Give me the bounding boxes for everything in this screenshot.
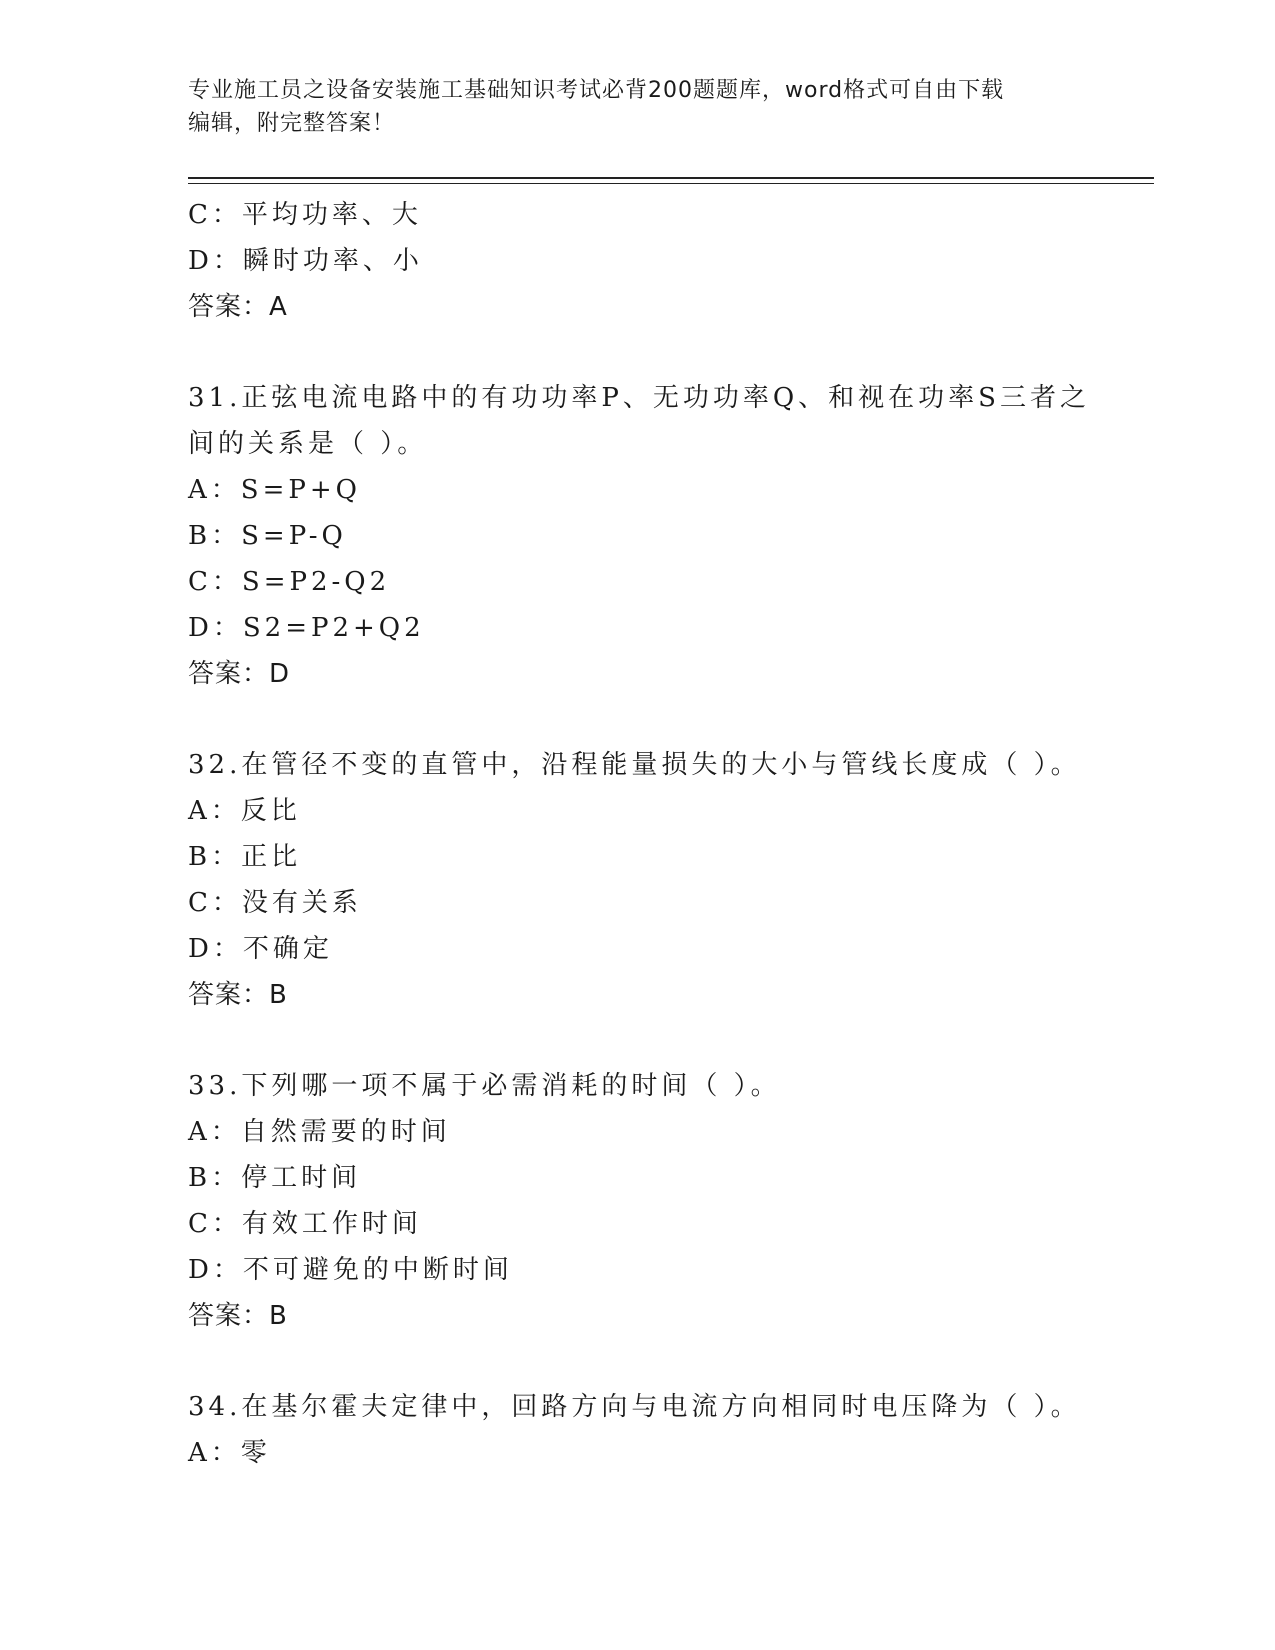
document-header (188, 74, 1068, 140)
question-list (188, 192, 1088, 1476)
option-a: A：自然需要的时间 (188, 1117, 451, 1147)
answer-line: 答案：B (188, 980, 288, 1010)
option-c: C：S=P2-Q2 (188, 567, 391, 597)
question-stem: 33.下列哪一项不属于必需消耗的时间（ ）。 (188, 1071, 781, 1101)
question-stem: 34.在基尔霍夫定律中，回路方向与电流方向相同时电压降为（ ）。 (188, 1392, 1081, 1422)
option-c: C：平均功率、大 (188, 200, 422, 230)
question-stem: 32.在管径不变的直管中，沿程能量损失的大小与管线长度成（ ）。 (188, 750, 1081, 780)
question-stem: 31.正弦电流电路中的有功功率P、无功功率Q、和视在功率S三者之 (188, 383, 1090, 413)
option-d: D：S2=P2+Q2 (188, 613, 425, 643)
answer-line: 答案：D (188, 659, 291, 689)
answer-line: 答案：A (188, 292, 288, 322)
option-a: A：S=P+Q (188, 475, 361, 505)
option-b: B：S=P-Q (188, 521, 347, 551)
option-d: D：不确定 (188, 934, 333, 964)
answer-line: 答案：B (188, 1301, 288, 1331)
option-b: B：正比 (188, 842, 302, 872)
option-a: A：零 (188, 1438, 271, 1468)
header-rule-thin (188, 183, 1154, 184)
header-rule-thick (188, 177, 1154, 179)
option-a: A：反比 (188, 796, 301, 826)
header-line-2: 编辑，附完整答案！ (188, 111, 396, 136)
option-d: D：瞬时功率、小 (188, 246, 423, 276)
header-line-1: 专业施工员之设备安装施工基础知识考试必背200题题库，word格式可自由下载 (188, 78, 1005, 103)
option-c: C：没有关系 (188, 888, 362, 918)
option-b: B：停工时间 (188, 1163, 362, 1193)
question-stem: 间的关系是（ ）。 (188, 429, 428, 459)
option-c: C：有效工作时间 (188, 1209, 422, 1239)
option-d: D：不可避免的中断时间 (188, 1255, 513, 1285)
